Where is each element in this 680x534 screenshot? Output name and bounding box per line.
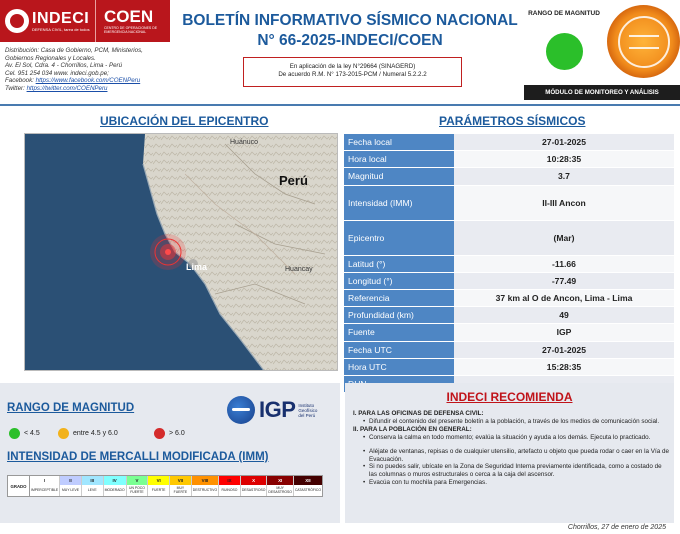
twitter-link[interactable]: https://twitter.com/COENPeru bbox=[26, 84, 108, 92]
module-bar: MÓDULO DE MONITOREO Y ANÁLISIS bbox=[524, 85, 680, 100]
coen-logo-sub: CENTRO DE OPERACIONES DE EMERGENCIA NACIONAL bbox=[104, 26, 158, 34]
param-key: Latitud (°) bbox=[344, 256, 454, 272]
recommendations-heading: II. PARA LA POBLACIÓN EN GENERAL: bbox=[353, 425, 472, 433]
magnitude-indicator bbox=[518, 10, 610, 70]
param-key: Fecha local bbox=[344, 134, 454, 150]
legend-panel bbox=[0, 383, 340, 523]
coen-logo bbox=[96, 8, 160, 34]
legend-item bbox=[9, 428, 40, 439]
indeci-logo-text: INDECI bbox=[32, 10, 90, 27]
mercalli-level-number: III bbox=[82, 476, 103, 485]
mercalli-level-desc: FUERTE bbox=[151, 487, 166, 492]
mercalli-level bbox=[104, 476, 127, 496]
mercalli-level-desc: MUY LEVE bbox=[61, 487, 80, 492]
mercalli-level-desc: MUY FUERTE bbox=[173, 485, 188, 494]
recommendations-panel bbox=[345, 383, 674, 523]
mercalli-level-number: XI bbox=[267, 476, 293, 485]
param-value: 27-01-2025 bbox=[454, 342, 674, 358]
mercalli-level bbox=[219, 476, 241, 496]
table-row bbox=[344, 342, 674, 358]
indeci-emblem-icon bbox=[5, 9, 29, 33]
table-row bbox=[344, 186, 674, 220]
param-value: II-III Ancon bbox=[454, 186, 674, 220]
distribution-line: Distribución: Casa de Gobierno, PCM, Ministerios, bbox=[5, 47, 143, 54]
mercalli-level-number: VII bbox=[170, 476, 191, 485]
coen-seal-icon bbox=[607, 5, 680, 78]
param-value: 27-01-2025 bbox=[454, 134, 674, 150]
param-value: -77.49 bbox=[454, 273, 674, 289]
mercalli-level bbox=[294, 476, 322, 496]
mercalli-level-desc: DESASTROSO bbox=[241, 487, 266, 492]
recommendations-title: INDECI RECOMIENDA bbox=[446, 390, 573, 404]
param-value: 10:28:35 bbox=[454, 151, 674, 167]
table-row bbox=[344, 134, 674, 150]
igp-logo bbox=[227, 396, 324, 424]
epicenter-title: UBICACIÓN DEL EPICENTRO bbox=[100, 114, 269, 128]
map-label-lima: Lima bbox=[186, 262, 208, 272]
param-key: Hora local bbox=[344, 151, 454, 167]
distribution-info bbox=[5, 47, 190, 93]
bulletin-title-line1: BOLETÍN INFORMATIVO SÍSMICO NACIONAL bbox=[182, 12, 518, 29]
epicenter-map[interactable] bbox=[24, 133, 338, 371]
legend-red-dot-icon bbox=[154, 428, 165, 439]
legend-item bbox=[58, 428, 118, 439]
recommendation-item: • Aléjate de ventanas, repisas o de cualquier utensilio, artefacto u objeto que pueda rodar o caer en la Vía de Evacuación. bbox=[363, 448, 669, 464]
mercalli-level bbox=[241, 476, 268, 496]
mercalli-level bbox=[267, 476, 294, 496]
recommendations-heading: I. PARA LAS OFICINAS DE DEFENSA CIVIL: bbox=[353, 410, 484, 417]
mercalli-level-number: VIII bbox=[192, 476, 218, 485]
mercalli-level-number: IV bbox=[104, 476, 126, 485]
mercalli-level-desc: UN POCO FUERTE bbox=[129, 485, 145, 494]
legend-green-dot-icon bbox=[9, 428, 20, 439]
mercalli-level-desc: MODERADO bbox=[104, 487, 125, 492]
legend-item-label: entre 4.5 y 6.0 bbox=[73, 430, 118, 437]
recommendation-item: • Evacúa con tu mochila para Emergencias. bbox=[363, 479, 669, 487]
legend-yellow-dot-icon bbox=[58, 428, 69, 439]
table-row bbox=[344, 168, 674, 184]
table-row bbox=[344, 359, 674, 375]
mercalli-level-desc: IMPERCEPTIBLE bbox=[31, 487, 59, 492]
indeci-logo-sub: DEFENSA CIVIL, tarea de todos bbox=[32, 27, 90, 32]
mercalli-level bbox=[60, 476, 82, 496]
law-notice bbox=[243, 57, 462, 87]
table-row bbox=[344, 221, 674, 255]
recommendation-item: • Si no puedes salir, ubícate en la Zona de Seguridad Interna previamente identificada, como a costado de las columnas o muros estructurales o cerca a la caja del ascensor. bbox=[363, 463, 669, 479]
param-value: -11.66 bbox=[454, 256, 674, 272]
param-key: Magnitud bbox=[344, 168, 454, 184]
igp-logo-text: IGP bbox=[259, 397, 296, 422]
law-line2: De acuerdo R.M. N° 173-2015-PCM / Numeral 5.2.2.2 bbox=[278, 71, 427, 78]
coen-logo-text: COEN bbox=[104, 7, 154, 26]
mercalli-level-number: V bbox=[127, 476, 148, 485]
mercalli-level-number: X bbox=[241, 476, 267, 485]
magnitude-status-dot bbox=[546, 33, 583, 70]
recommendation-item: • Difundir el contenido del presente boletín a la población, a través de los medios de comunicación social. bbox=[363, 418, 669, 426]
mercalli-level-number: II bbox=[60, 476, 81, 485]
header-logos bbox=[0, 0, 170, 42]
footer-date: Chorrillos, 27 de enero de 2025 bbox=[567, 524, 666, 531]
table-row bbox=[344, 307, 674, 323]
igp-globe-icon bbox=[227, 396, 255, 424]
distribution-line: Av. El Sol, Cdra. 4 - Chorrillos, Lima - Perú bbox=[5, 62, 123, 70]
mercalli-level-desc: MUY DESASTROSO bbox=[268, 485, 292, 494]
recommendation-item: • Conserva la calma en todo momento; evalúa la situación y ayuda a los demás. Ejecuta lo practicado. bbox=[363, 434, 669, 442]
mercalli-level-number: I bbox=[30, 476, 59, 485]
mercalli-level-desc: CATASTRÓFICO bbox=[294, 487, 321, 492]
param-value: IGP bbox=[454, 324, 674, 340]
mercalli-level-desc: LEVE bbox=[87, 487, 97, 492]
mercalli-title: INTENSIDAD DE MERCALLI MODIFICADA (IMM) bbox=[7, 451, 269, 463]
param-key: Fuente bbox=[344, 324, 454, 340]
param-value: (Mar) bbox=[454, 221, 674, 255]
mercalli-level-number: IX bbox=[219, 476, 240, 485]
bulletin-title-line2: N° 66-2025-INDECI/COEN bbox=[257, 32, 443, 49]
law-line1: En aplicación de la ley N°29664 (SINAGERD) bbox=[289, 63, 416, 70]
mercalli-level-number: VI bbox=[148, 476, 169, 485]
map-label-huancayo: Huancay bbox=[285, 266, 313, 273]
map-label-peru: Perú bbox=[279, 173, 308, 188]
mercalli-scale bbox=[7, 475, 323, 497]
mercalli-level bbox=[127, 476, 149, 496]
param-value: 49 bbox=[454, 307, 674, 323]
legend-title: RANGO DE MAGNITUD bbox=[7, 402, 135, 414]
param-value: 3.7 bbox=[454, 168, 674, 184]
magnitude-indicator-label: RANGO DE MAGNITUD bbox=[528, 10, 600, 17]
legend-item bbox=[154, 428, 185, 439]
legend-item-label: > 6.0 bbox=[169, 430, 185, 437]
indeci-logo bbox=[0, 0, 96, 42]
bulletin-title bbox=[180, 11, 520, 51]
param-key: Referencia bbox=[344, 290, 454, 306]
distribution-line: Gobiernos Regionales y Locales. bbox=[5, 54, 96, 62]
param-value: 15:28:35 bbox=[454, 359, 674, 375]
map-graphic bbox=[25, 134, 338, 371]
legend-item-label: < 4.5 bbox=[24, 430, 40, 437]
facebook-label: Facebook: bbox=[5, 77, 34, 85]
facebook-link[interactable]: https://www.facebook.com/COENPeru bbox=[35, 77, 141, 85]
param-key: Longitud (°) bbox=[344, 273, 454, 289]
param-key: Fecha UTC bbox=[344, 342, 454, 358]
mercalli-level-desc: DESTRUCTIVO bbox=[192, 487, 218, 492]
param-key: Epicentro bbox=[344, 221, 454, 255]
igp-logo-sub: Instituto Geofísico del Perú bbox=[298, 402, 318, 418]
param-key: Hora UTC bbox=[344, 359, 454, 375]
params-title: PARÁMETROS SÍSMICOS bbox=[439, 114, 586, 128]
distribution-line: Cel. 951 254 034 www. indeci.gob.pe; bbox=[5, 69, 109, 77]
table-row bbox=[344, 273, 674, 289]
twitter-label: Twitter: bbox=[5, 84, 25, 92]
map-label-huanuco: Huánuco bbox=[230, 139, 259, 146]
params-table bbox=[344, 133, 674, 393]
mercalli-level-number: XII bbox=[294, 476, 322, 485]
mercalli-level-desc: RUINOSO bbox=[221, 487, 238, 492]
param-key: Profundidad (km) bbox=[344, 307, 454, 323]
param-key: Intensidad (IMM) bbox=[344, 186, 454, 220]
mercalli-level bbox=[30, 476, 60, 496]
mercalli-level bbox=[82, 476, 104, 496]
table-row bbox=[344, 290, 674, 306]
param-value: 37 km al O de Ancon, Lima - Lima bbox=[454, 290, 674, 306]
table-row bbox=[344, 256, 674, 272]
table-row bbox=[344, 151, 674, 167]
header-divider bbox=[0, 104, 680, 106]
mercalli-grado-label: GRADO bbox=[8, 476, 30, 496]
mercalli-level bbox=[148, 476, 170, 496]
mercalli-level bbox=[170, 476, 192, 496]
table-row bbox=[344, 324, 674, 340]
mercalli-level bbox=[192, 476, 219, 496]
